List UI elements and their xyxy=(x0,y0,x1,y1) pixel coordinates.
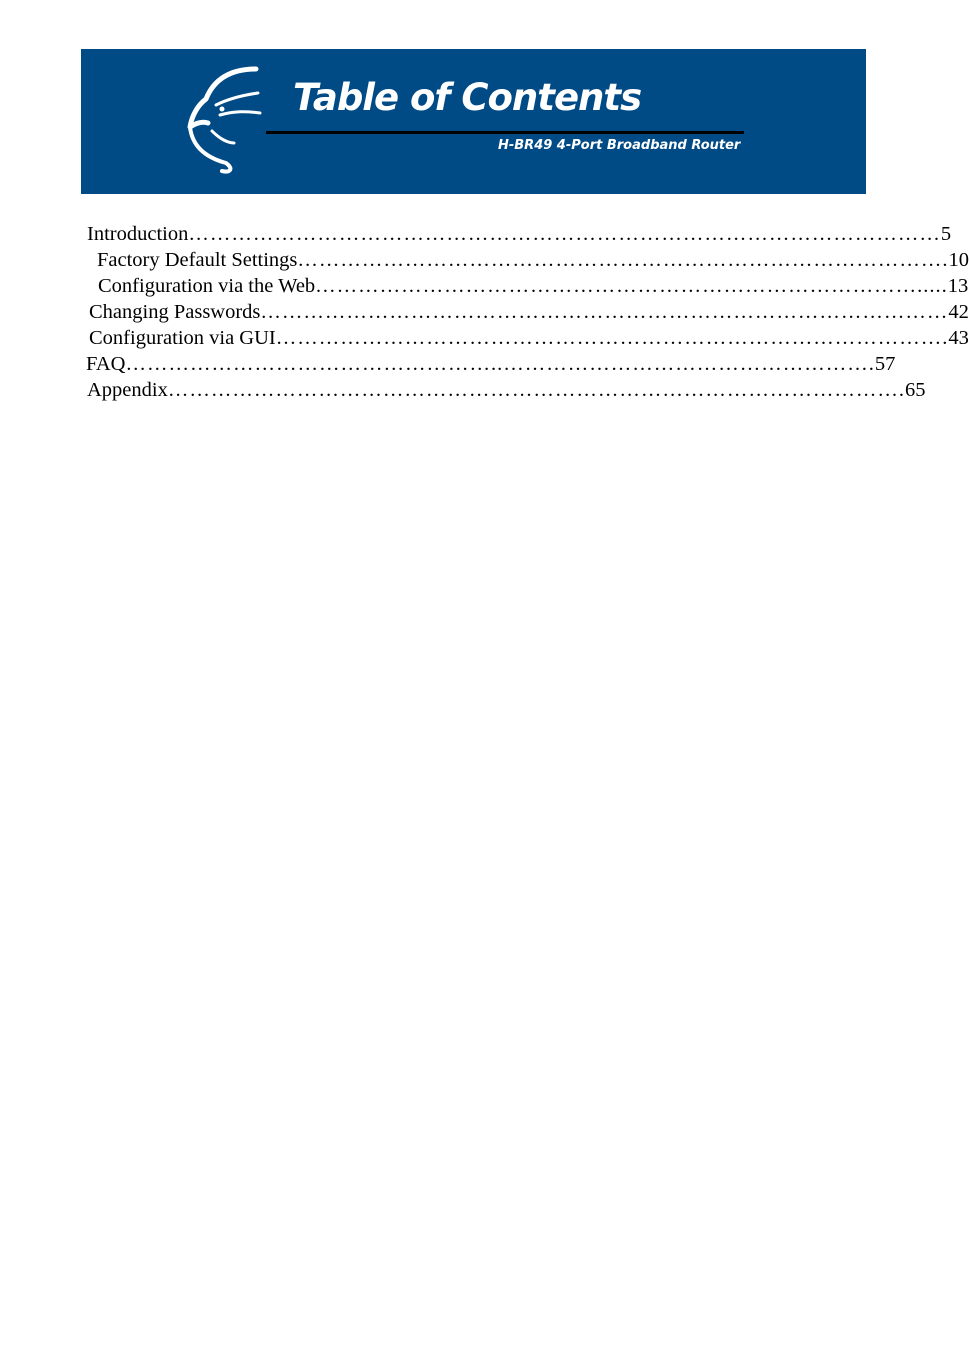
toc-page-number: 42 xyxy=(948,301,969,323)
banner-title: Table of Contents xyxy=(293,76,642,119)
toc-entry-configuration-via-gui[interactable] xyxy=(89,325,969,351)
eagle-head-icon xyxy=(186,65,276,173)
toc-page-number: 5 xyxy=(940,223,952,245)
toc-dot-leader: ……………………………………………..……………………………………………. xyxy=(125,353,875,375)
toc-page-number: 43 xyxy=(948,327,969,349)
toc-entry-title: Factory Default Settings xyxy=(97,249,298,271)
toc-entry-title: Configuration via GUI xyxy=(89,327,276,349)
toc-entry-changing-passwords[interactable] xyxy=(89,299,969,325)
toc-entry-appendix[interactable] xyxy=(87,377,926,403)
toc-dot-leader: ………………………………………………………………………………. xyxy=(297,249,949,271)
toc-dot-leader: …………………………………………………………………………………………. xyxy=(167,379,905,401)
toc-dot-leader: …………………………………………………………………………………………… xyxy=(188,223,941,245)
toc-page-number: 10 xyxy=(948,249,969,271)
toc-entry-introduction[interactable] xyxy=(87,221,952,247)
toc-entry-title: Appendix xyxy=(87,379,168,401)
toc-page-number: 57 xyxy=(874,353,896,375)
banner-divider xyxy=(266,131,744,134)
toc-page-number: 13 xyxy=(947,275,969,297)
toc-entry-configuration-via-the-web[interactable] xyxy=(98,273,969,299)
toc-entry-faq[interactable] xyxy=(86,351,896,377)
toc-dot-leader: …………………………………………………………………………..... xyxy=(315,275,948,297)
toc-entry-title: Changing Passwords xyxy=(89,301,261,323)
toc-dot-leader: …………………………………………………………………………………. xyxy=(275,327,949,349)
toc-page-number: 65 xyxy=(904,379,926,401)
header-banner xyxy=(81,49,866,194)
banner-subtitle: H-BR49 4-Port Broadband Router xyxy=(498,138,741,153)
toc-entry-title: FAQ xyxy=(86,353,126,375)
toc-dot-leader: …………………………………………………………………………………… xyxy=(260,301,949,323)
toc-entry-title: Configuration via the Web xyxy=(98,275,316,297)
toc-entry-title: Introduction xyxy=(87,223,189,245)
toc-entry-factory-default-settings[interactable] xyxy=(97,247,969,273)
